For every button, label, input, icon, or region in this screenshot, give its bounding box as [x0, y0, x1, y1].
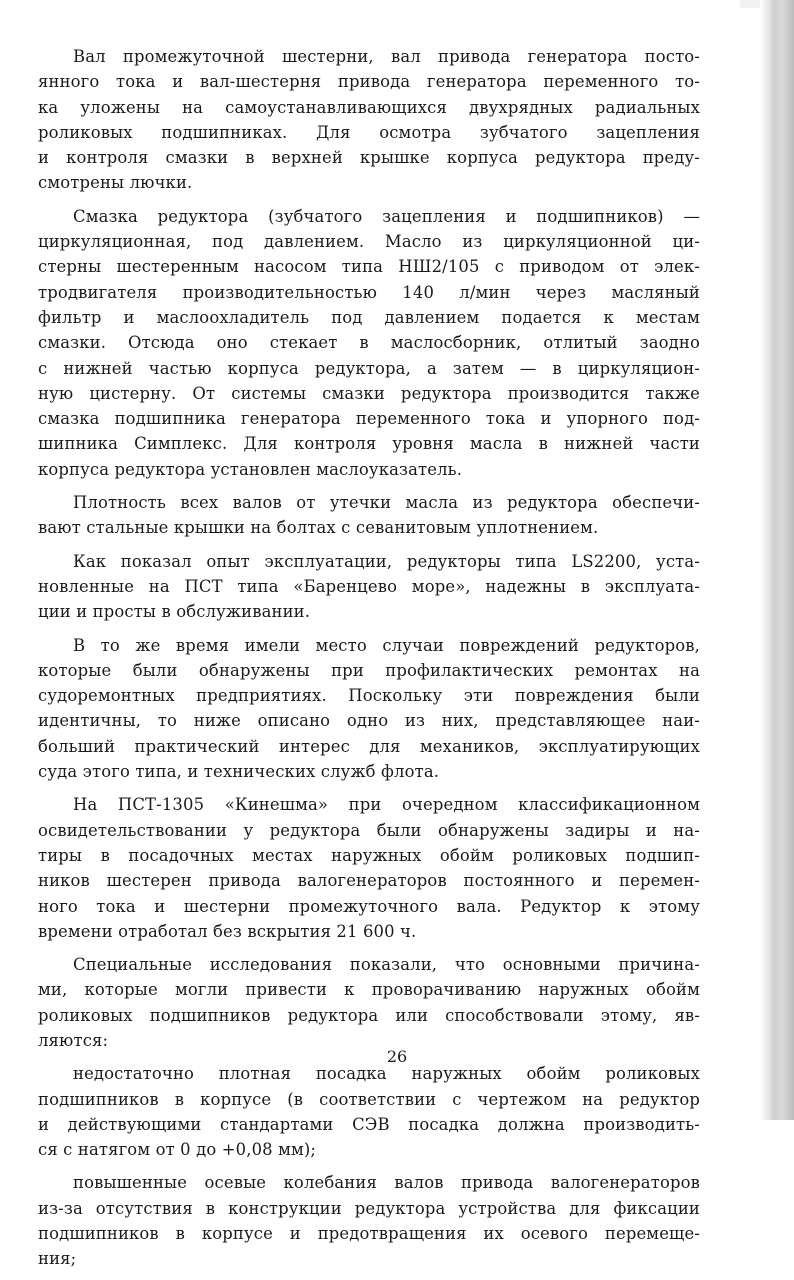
text-line: и действующими стандартами СЭВ посадка должна производить- — [38, 1114, 700, 1134]
text-line: подшипников в корпусе (в соответствии с чертежом на редуктор — [38, 1089, 700, 1109]
text-line: Плотность всех валов от утечки масла из редуктора обеспечи- — [73, 493, 700, 513]
text-line: тродвигателя производительностью 140 л/мин через масляный — [38, 282, 700, 302]
text-line: фильтр и маслоохладитель под давлением подается к местам — [38, 307, 700, 327]
text-line: ляются: — [38, 1030, 109, 1050]
text-line: Вал промежуточной шестерни, вал привода генератора посто- — [73, 47, 700, 66]
text-line: шипника Симплекс. Для контроля уровня масла в нижней части — [38, 434, 700, 454]
paragraph — [38, 44, 700, 196]
text-line: ния; — [38, 1249, 77, 1269]
text-line: из-за отсутствия в конструкции редуктора устройства для фиксации — [38, 1198, 700, 1218]
text-line: ся с натягом от 0 до +0,08 мм); — [38, 1140, 317, 1160]
text-line: В то же время имели место случаи повреждений редукторов, — [73, 635, 700, 655]
paragraph — [38, 633, 700, 785]
page-edge-shadow — [760, 0, 794, 1120]
text-line: На ПСТ-1305 «Кинешма» при очередном классификационном — [73, 795, 700, 815]
page-number: 26 — [386, 1047, 408, 1066]
paragraph — [38, 952, 700, 1053]
text-line: смазка подшипника генератора переменного тока и упорного под- — [38, 409, 700, 429]
text-line: и контроля смазки в верхней крышке корпуса редуктора преду- — [38, 148, 700, 168]
text-line: подшипников в корпусе и предотвращения их осевого перемеще- — [38, 1224, 700, 1244]
paragraph — [38, 792, 700, 944]
text-line: ного тока и шестерни промежуточного вала. Редуктор к этому — [38, 896, 700, 916]
text-line: циркуляционная, под давлением. Масло из циркуляционной ци- — [38, 232, 700, 252]
text-line: повышенные осевые колебания валов привода валогенераторов — [73, 1173, 700, 1193]
text-line: времени отработал без вскрытия 21 600 ч. — [38, 921, 417, 941]
paragraph — [38, 490, 700, 541]
text-line: новленные на ПСТ типа «Баренцево море», надежны в эксплуата- — [38, 576, 700, 596]
text-line: стерны шестеренным насосом типа НШ2/105 с приводом от элек- — [38, 257, 700, 277]
text-line: корпуса редуктора установлен маслоуказатель. — [38, 459, 463, 479]
text-line: смотрены лючки. — [38, 173, 193, 193]
text-line: больший практический интерес для механиков, эксплуатирующих — [38, 736, 700, 756]
text-line: тиры в посадочных местах наружных обойм роликовых подшип- — [38, 845, 700, 865]
text-line: Как показал опыт эксплуатации, редукторы типа LS2200, уста- — [73, 551, 700, 571]
text-line: роликовых подшипников редуктора или способствовали этому, яв- — [38, 1005, 700, 1025]
text-line: ную цистерну. От системы смазки редуктора производится также — [38, 383, 700, 403]
text-line: роликовых подшипниках. Для осмотра зубчатого зацепления — [38, 122, 700, 142]
text-line: идентичны, то ниже описано одно из них, представляющее наи- — [38, 711, 700, 731]
text-line: с нижней частью корпуса редуктора, а затем — в циркуляцион- — [38, 358, 700, 378]
text-line: ников шестерен привода валогенераторов постоянного и перемен- — [38, 871, 700, 891]
paragraph — [38, 1170, 700, 1271]
text-line: недостаточно плотная посадка наружных обойм роликовых — [73, 1064, 700, 1084]
text-line: янного тока и вал-шестерня привода генератора переменного то- — [38, 72, 700, 92]
text-line: Смазка редуктора (зубчатого зацепления и подшипников) — — [73, 206, 700, 226]
text-line: ми, которые могли привести к проворачиванию наружных обойм — [38, 980, 700, 1000]
page-edge-corner — [740, 0, 760, 8]
paragraph — [38, 204, 700, 482]
document-body — [38, 44, 700, 1280]
text-line: которые были обнаружены при профилактических ремонтах на — [38, 660, 700, 680]
text-line: вают стальные крышки на болтах с севанитовым уплотнением. — [38, 518, 599, 538]
text-line: освидетельствовании у редуктора были обнаружены задиры и на- — [38, 820, 700, 840]
paragraph — [38, 549, 700, 625]
text-line: суда этого типа, и технических служб флота. — [38, 762, 440, 782]
text-line: смазки. Отсюда оно стекает в маслосборник, отлитый заодно — [38, 333, 700, 353]
text-line: ка уложены на самоустанавливающихся двухрядных радиальных — [38, 97, 700, 117]
paragraph — [38, 1061, 700, 1162]
text-line: судоремонтных предприятиях. Поскольку эти повреждения были — [38, 686, 700, 706]
text-line: ции и просты в обслуживании. — [38, 602, 311, 622]
text-line: Специальные исследования показали, что основными причина- — [73, 955, 700, 975]
